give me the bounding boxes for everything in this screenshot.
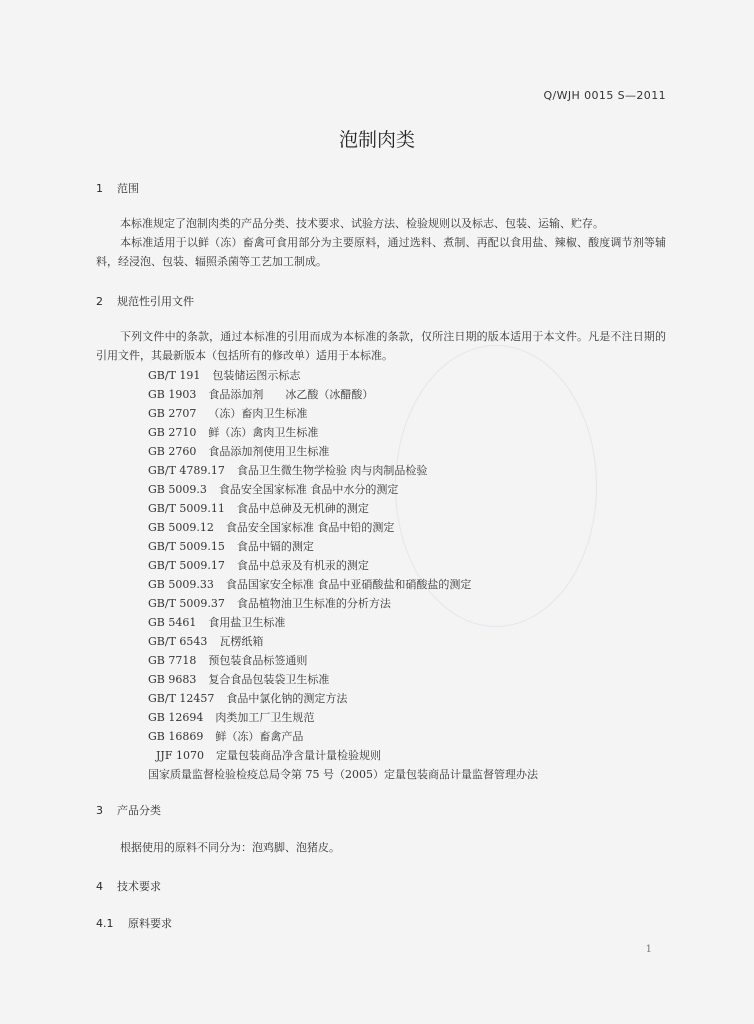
reference-item (148, 366, 538, 385)
reference-title: 国家质量监督检验检疫总局令第 75 号（2005）定量包装商品计量监督管理办法 (148, 768, 538, 781)
reference-title: 肉类加工厂卫生规范 (215, 711, 315, 724)
reference-code: GB/T 4789.17 (148, 464, 225, 477)
reference-title: 食品中总汞及有机汞的测定 (236, 559, 369, 572)
section-number: 4 (96, 880, 103, 893)
section-title: 范围 (117, 182, 139, 195)
reference-code: GB/T 191 (148, 369, 201, 382)
section-title: 技术要求 (117, 880, 161, 893)
reference-title: 食品卫生微生物学检验 肉与肉制品检验 (236, 464, 428, 477)
section-4-1-heading (96, 915, 172, 931)
reference-item (148, 670, 538, 689)
reference-title: 食用盐卫生标准 (208, 616, 286, 629)
reference-item (148, 461, 538, 480)
reference-item (148, 765, 538, 784)
document-title: 泡制肉类 (338, 129, 415, 151)
section-number: 4.1 (96, 917, 114, 930)
normative-reference-list (148, 366, 538, 784)
reference-title: 食品添加剂 冰乙酸（冰醋酸） (208, 388, 374, 401)
reference-item (148, 385, 538, 404)
reference-item (148, 499, 538, 518)
reference-code: GB 5009.12 (148, 521, 214, 534)
reference-code: GB 5009.3 (148, 483, 207, 496)
section-title: 原料要求 (128, 917, 172, 930)
section-title: 产品分类 (117, 804, 161, 817)
reference-code: GB 12694 (148, 711, 204, 724)
section-1-paragraph-1: 本标准规定了泡制肉类的产品分类、技术要求、试验方法、检验规则以及标志、包装、运输、贮存。 (120, 217, 604, 230)
reference-title: 复合食品包装袋卫生标准 (208, 673, 330, 686)
reference-title: 包装储运图示标志 (212, 369, 301, 382)
section-3-paragraph: 根据使用的原料不同分为：泡鸡脚、泡猪皮。 (120, 841, 340, 854)
reference-item (148, 480, 538, 499)
reference-code: GB/T 5009.15 (148, 540, 225, 553)
reference-code: GB 9683 (148, 673, 197, 686)
reference-title: 瓦楞纸箱 (219, 635, 264, 648)
section-1-heading (96, 180, 139, 196)
reference-code: GB/T 5009.17 (148, 559, 225, 572)
reference-item (148, 727, 538, 746)
reference-item (148, 746, 538, 765)
reference-item (148, 518, 538, 537)
reference-item (148, 404, 538, 423)
reference-item (148, 537, 538, 556)
reference-title: 食品植物油卫生标准的分析方法 (236, 597, 391, 610)
reference-title: 预包装食品标签通则 (208, 654, 308, 667)
reference-title: 食品安全国家标准 食品中铅的测定 (225, 521, 395, 534)
section-1-paragraph-2: 本标准适用于以鲜（冻）畜禽可食用部分为主要原料，通过选料、煮制、再配以食用盐、辣椒、酸度调节剂等辅料，经浸泡、包装、辐照杀菌等工艺加工制成。 (96, 236, 666, 268)
reference-code: GB 2707 (148, 407, 197, 420)
document-id: Q/WJH 0015 S—2011 (543, 89, 666, 102)
section-3-heading (96, 802, 161, 818)
reference-title: 食品安全国家标准 食品中水分的测定 (218, 483, 399, 496)
reference-item (148, 575, 538, 594)
reference-item (148, 423, 538, 442)
reference-title: 定量包装商品净含量计量检验规则 (215, 749, 381, 762)
reference-code: GB 7718 (148, 654, 197, 667)
reference-title: 食品国家安全标准 食品中亚硝酸盐和硝酸盐的测定 (225, 578, 472, 591)
reference-title: 鲜（冻）畜禽产品 (215, 730, 304, 743)
reference-code: GB 2760 (148, 445, 197, 458)
reference-item (148, 689, 538, 708)
reference-title: 食品中总砷及无机砷的测定 (236, 502, 369, 515)
reference-item (148, 651, 538, 670)
reference-title: 鲜（冻）禽肉卫生标准 (208, 426, 319, 439)
reference-code: JJF 1070 (156, 749, 204, 762)
reference-code: GB 1903 (148, 388, 197, 401)
section-number: 3 (96, 804, 103, 817)
reference-code: GB 5009.33 (148, 578, 214, 591)
reference-item (148, 594, 538, 613)
reference-item (148, 613, 538, 632)
reference-item (148, 632, 538, 651)
reference-code: GB/T 5009.11 (148, 502, 225, 515)
section-number: 1 (96, 182, 103, 195)
reference-code: GB/T 6543 (148, 635, 208, 648)
reference-title: （冻）畜肉卫生标准 (208, 407, 308, 420)
reference-item (148, 556, 538, 575)
section-4-heading (96, 878, 161, 894)
reference-title: 食品中氯化钠的测定方法 (226, 692, 348, 705)
reference-item (148, 442, 538, 461)
section-2-intro: 下列文件中的条款，通过本标准的引用而成为本标准的条款，仅所注日期的版本适用于本文件。凡是不注日期的引用文件，其最新版本（包括所有的修改单）适用于本标准。 (96, 330, 666, 362)
reference-code: GB 16869 (148, 730, 204, 743)
reference-title: 食品添加剂使用卫生标准 (208, 445, 330, 458)
reference-code: GB 2710 (148, 426, 197, 439)
reference-item (148, 708, 538, 727)
section-2-heading (96, 293, 194, 309)
section-number: 2 (96, 295, 103, 308)
reference-code: GB/T 5009.37 (148, 597, 225, 610)
reference-title: 食品中镉的测定 (236, 540, 314, 553)
reference-code: GB/T 12457 (148, 692, 215, 705)
section-title: 规范性引用文件 (117, 295, 194, 308)
page-number: 1 (645, 944, 652, 955)
reference-code: GB 5461 (148, 616, 197, 629)
